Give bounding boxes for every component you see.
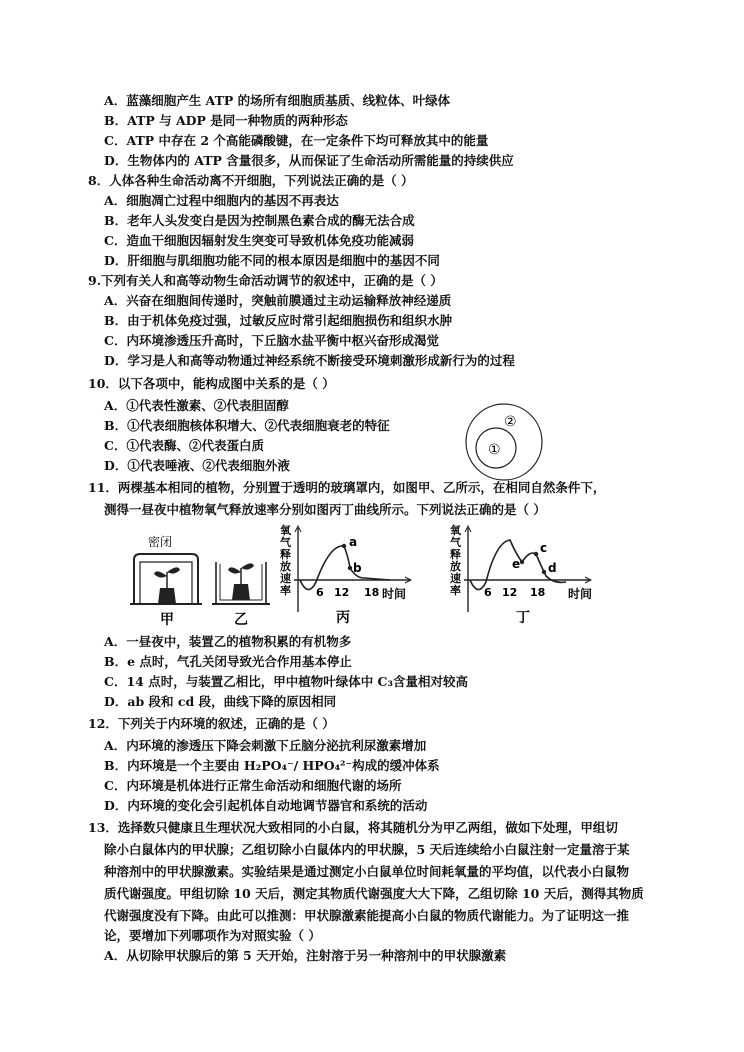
text-line: C．造血干细胞因辐射发生突变可导致机体免疫功能减弱 xyxy=(104,233,414,248)
text-line: B．e 点时，气孔关闭导致光合作用基本停止 xyxy=(104,654,352,669)
text-line: A．兴奋在细胞间传递时，突触前膜通过主动运输释放神经递质 xyxy=(104,293,452,308)
text-line: C．内环境是机体进行正常生命活动和细胞代谢的场所 xyxy=(104,778,402,793)
text-line: C．ATP 中存在 2 个高能磷酸键，在一定条件下均可释放其中的能量 xyxy=(104,133,489,148)
point-c: c xyxy=(540,541,548,555)
label-ding: 丁 xyxy=(516,610,530,626)
graph-ding xyxy=(450,524,592,626)
text-line: D．内环境的变化会引起机体自动地调节器官和系统的活动 xyxy=(104,798,428,813)
point-d: d xyxy=(548,561,557,575)
venn-diagram-q10 xyxy=(458,402,550,482)
graph-bing xyxy=(280,524,411,626)
text-line: B．内环境是一个主要由 H₂PO₄⁻/ HPO₄²⁻构成的缓冲体系 xyxy=(104,758,440,773)
text-line: 种溶剂中的甲状腺激素。实验结果是通过测定小白鼠单位时间耗氧量的平均值，以代表小白鼠物 xyxy=(104,864,630,879)
tick-6-ding: 6 xyxy=(484,586,492,599)
text-line: 测得一昼夜中植物氧气释放速率分别如图丙丁曲线所示。下列说法正确的是（ ） xyxy=(104,502,546,517)
xlabel-ding: 时间 xyxy=(568,587,593,601)
label-outer: ② xyxy=(504,414,517,430)
text-line: A．蓝藻细胞产生 ATP 的场所有细胞质基质、线粒体、叶绿体 xyxy=(104,93,451,108)
tick-18-ding: 18 xyxy=(530,586,546,599)
text-line: A．从切除甲状腺后的第 5 天开始，注射溶于另一种溶剂中的甲状腺激素 xyxy=(104,948,507,963)
apparatus-jia xyxy=(130,534,202,628)
text-line: 9.下列有关人和高等动物生命活动调节的叙述中，正确的是（ ） xyxy=(88,273,443,288)
text-line: 12．下列关于内环境的叙述，正确的是（ ） xyxy=(88,716,335,731)
tick-6-bing: 6 xyxy=(316,586,324,599)
tick-12-ding: 12 xyxy=(502,586,518,599)
text-line: A．①代表性激素、②代表胆固醇 xyxy=(104,398,289,413)
sealed-label: 密闭 xyxy=(148,535,173,549)
text-line: C．14 点时，与装置乙相比，甲中植物叶绿体中 C₃含量相对较高 xyxy=(104,674,468,689)
text-line: B．ATP 与 ADP 是同一种物质的两种形态 xyxy=(104,113,348,128)
ylabel-bing: 氧气释放速率 xyxy=(280,524,291,597)
experiment-figure-q11 xyxy=(120,524,620,630)
text-line: D．生物体内的 ATP 含量很多，从而保证了生命活动所需能量的持续供应 xyxy=(104,153,514,168)
label-jia: 甲 xyxy=(160,612,174,628)
apparatus-yi xyxy=(212,562,270,628)
text-line: B．老年人头发变白是因为控制黑色素合成的酶无法合成 xyxy=(104,213,415,228)
point-e: e xyxy=(512,557,521,571)
point-b: b xyxy=(353,561,362,575)
text-line: 8．人体各种生命活动离不开细胞，下列说法正确的是（ ） xyxy=(88,173,414,188)
text-line: A．内环境的渗透压下降会刺激下丘脑分泌抗利尿激素增加 xyxy=(104,738,427,753)
text-line: D．ab 段和 cd 段，曲线下降的原因相同 xyxy=(104,694,337,709)
text-line: 10．以下各项中，能构成图中关系的是（ ） xyxy=(88,376,335,391)
text-line: D．学习是人和高等动物通过神经系统不断接受环境刺激形成新行为的过程 xyxy=(104,353,515,368)
text-line: 质代谢强度。甲组切除 10 天后，测定其物质代谢强度大大下降，乙组切除 10 天后，测得其物质 xyxy=(104,886,644,901)
xlabel-bing: 时间 xyxy=(382,587,407,601)
text-line: C．①代表酶、②代表蛋白质 xyxy=(104,438,264,453)
text-line: D．肝细胞与肌细胞功能不同的根本原因是细胞中的基因不同 xyxy=(104,253,440,268)
label-bing: 丙 xyxy=(336,610,350,626)
text-line: D．①代表唾液、②代表细胞外液 xyxy=(104,458,290,473)
text-line: B．由于机体免疫过强，过敏反应时常引起细胞损伤和组织水肿 xyxy=(104,313,453,328)
label-inner: ① xyxy=(488,442,501,458)
text-line: 论，要增加下列哪项作为对照实验（ ） xyxy=(104,928,321,943)
ylabel-ding: 氧气释放速率 xyxy=(450,524,461,597)
tick-12-bing: 12 xyxy=(334,586,350,599)
text-line: A．一昼夜中，装置乙的植物积累的有机物多 xyxy=(104,634,352,649)
text-line: B．①代表细胞核体积增大、②代表细胞衰老的特征 xyxy=(104,418,390,433)
tick-18-bing: 18 xyxy=(364,586,380,599)
text-line: C．内环境渗透压升高时，下丘脑水盐平衡中枢兴奋形成渴觉 xyxy=(104,333,439,348)
text-line: 13．选择数只健康且生理状况大致相同的小白鼠，将其随机分为甲乙两组，做如下处理，甲组切 xyxy=(88,820,618,835)
point-a: a xyxy=(349,535,358,549)
text-line: 11．两棵基本相同的植物，分别置于透明的玻璃罩内，如图甲、乙所示，在相同自然条件下， xyxy=(88,480,606,495)
text-line: A．细胞凋亡过程中细胞内的基因不再表达 xyxy=(104,193,339,208)
text-line: 除小白鼠体内的甲状腺；乙组切除小白鼠体内的甲状腺，5 天后连续给小白鼠注射一定量溶于某 xyxy=(104,842,630,857)
label-yi: 乙 xyxy=(234,612,248,628)
text-line: 代谢强度没有下降。由此可以推测：甲状腺激素能提高小白鼠的物质代谢能力。为了证明这一推 xyxy=(104,908,630,923)
